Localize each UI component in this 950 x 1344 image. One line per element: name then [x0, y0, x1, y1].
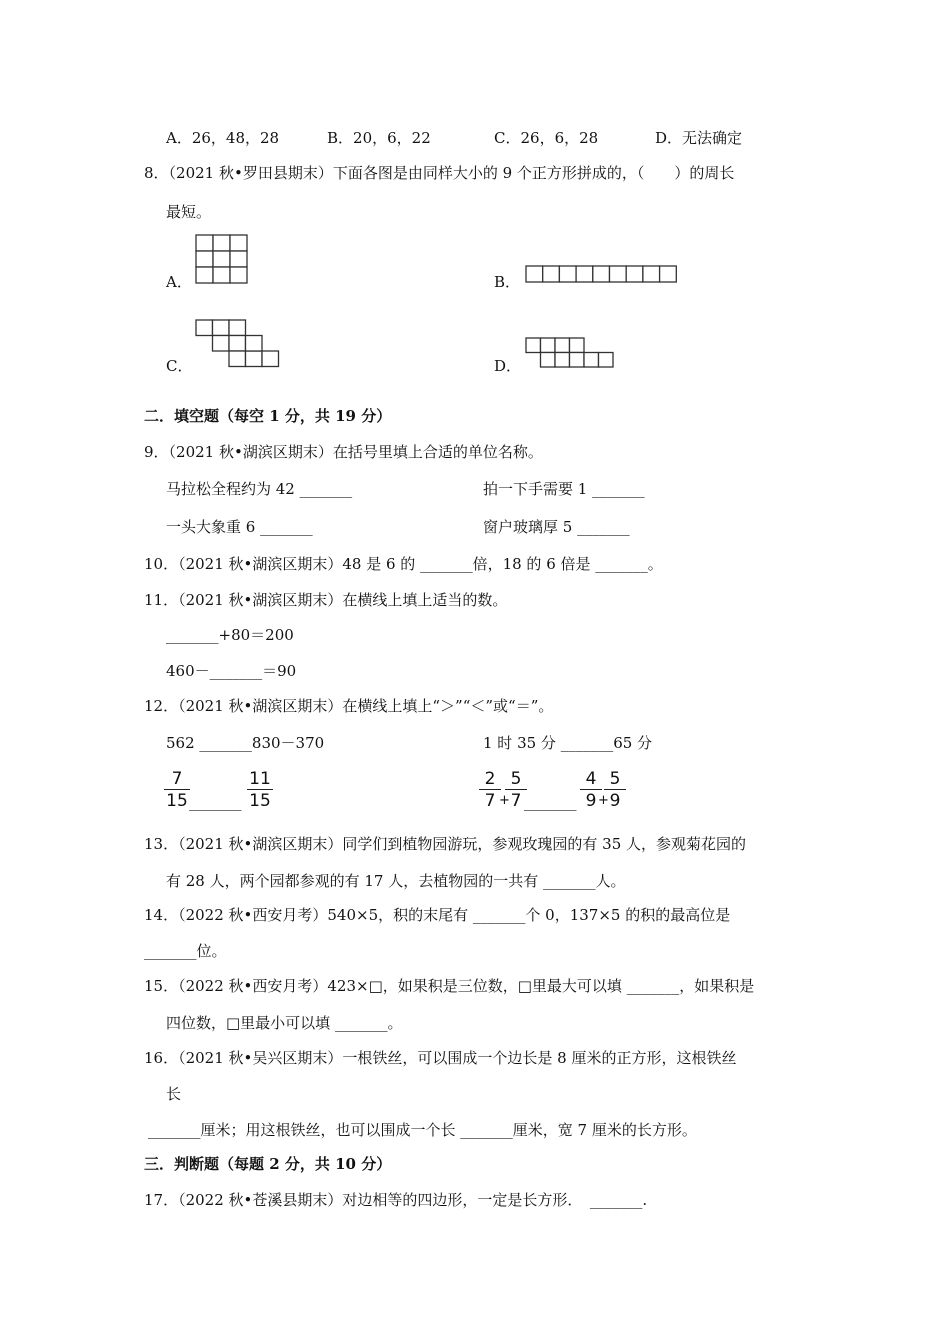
fraction-numerator: 2: [484, 769, 496, 789]
q16-line3: _______厘米；用这根铁丝，也可以围成一个长 _______厘米，宽 7 厘米的长方形。: [148, 1121, 697, 1139]
fraction-denominator: 7: [484, 791, 496, 811]
section-fill-in-heading: 二．填空题（每空 1 分，共 19 分）: [144, 407, 392, 425]
q9-item-elephant: 一头大象重 6 _______: [166, 518, 313, 536]
q11-item-1: _______+80＝200: [166, 626, 294, 644]
q15-line2: 四位数，□里最小可以填 _______。: [166, 1014, 403, 1032]
q16-line1: 16．（2021 秋•吴兴区期末）一根铁丝，可以围成一个边长是 8 厘米的正方形，这根铁丝: [144, 1049, 737, 1067]
fraction-denominator: 15: [249, 791, 271, 811]
q12-blank-3: _______: [189, 793, 242, 811]
q12-fraction-11-15: [247, 770, 273, 810]
q13-line2: 有 28 人，两个园都参观的有 17 人，去植物园的一共有 _______人。: [166, 872, 626, 890]
fraction-denominator: 9: [585, 791, 597, 811]
q8-label-d: D．: [494, 357, 522, 375]
plus-sign: +: [598, 793, 609, 808]
q12-blank-4: _______: [524, 793, 577, 811]
fraction-numerator: 5: [510, 769, 522, 789]
q12-item-1: 562 _______830－370: [166, 734, 325, 752]
q8-stem-line2: 最短。: [166, 203, 212, 221]
q8-figure-d: [525, 337, 614, 369]
q12-stem: 12．（2021 秋•湖滨区期末）在横线上填上“＞”“＜”或“＝”。: [144, 697, 554, 715]
q8-figure-a: [195, 234, 249, 285]
fraction-numerator: 7: [171, 769, 183, 789]
q15-line1: 15．（2022 秋•西安月考）423×□，如果积是三位数，□里最大可以填 _______，如果积是: [144, 977, 755, 995]
fraction-numerator: 4: [585, 769, 597, 789]
q16-line2: 长: [166, 1085, 182, 1103]
q8-stem-line1: 8．（2021 秋•罗田县期末）下面各图是由同样大小的 9 个正方形拼成的，（ ）的周长: [144, 164, 735, 182]
fraction-numerator: 11: [249, 769, 271, 789]
q8-figure-b: [525, 265, 679, 284]
q8-label-c: C．: [166, 357, 193, 375]
fraction-denominator: 15: [166, 791, 188, 811]
q12-item-2: 1 时 35 分 _______65 分: [483, 734, 653, 752]
q7-option-a: A．26，48，28: [166, 129, 280, 147]
fraction-numerator: 5: [609, 769, 621, 789]
q8-label-b: B．: [494, 273, 521, 291]
q9-item-clap: 拍一下手需要 1 _______: [483, 480, 645, 498]
fraction-denominator: 7: [510, 791, 522, 811]
q8-figure-c: [195, 319, 281, 369]
q12-fraction-7-15: [164, 770, 190, 810]
fraction-denominator: 9: [609, 791, 621, 811]
plus-sign: +: [499, 793, 510, 808]
q14-line2: _______位。: [144, 942, 227, 960]
q11-stem: 11．（2021 秋•湖滨区期末）在横线上填上适当的数。: [144, 591, 508, 609]
q12-fraction-2-7: [479, 770, 501, 810]
q9-item-marathon: 马拉松全程约为 42 _______: [166, 480, 353, 498]
q10-text: 10．（2021 秋•湖滨区期末）48 是 6 的 _______倍，18 的 6 倍是 _______。: [144, 555, 663, 573]
q11-item-2: 460－_______＝90: [166, 662, 297, 680]
q14-line1: 14．（2022 秋•西安月考）540×5，积的末尾有 _______个 0，137×5 的积的最高位是: [144, 906, 731, 924]
q7-option-d: D．无法确定: [655, 129, 743, 147]
q13-line1: 13．（2021 秋•湖滨区期末）同学们到植物园游玩，参观玫瑰园的有 35 人，参观菊花园的: [144, 835, 747, 853]
q7-option-b: B．20，6，22: [327, 129, 431, 147]
section-judgment-heading: 三．判断题（每题 2 分，共 10 分）: [144, 1155, 392, 1173]
q7-option-c: C．26，6，28: [494, 129, 599, 147]
q12-fraction-5-9: [604, 770, 626, 810]
q9-item-glass: 窗户玻璃厚 5 _______: [483, 518, 630, 536]
q8-label-a: A．: [166, 273, 192, 291]
q17-text: 17．（2022 秋•苍溪县期末）对边相等的四边形，一定是长方形． _______.: [144, 1191, 648, 1209]
q9-stem: 9．（2021 秋•湖滨区期末）在括号里填上合适的单位名称。: [144, 443, 543, 461]
